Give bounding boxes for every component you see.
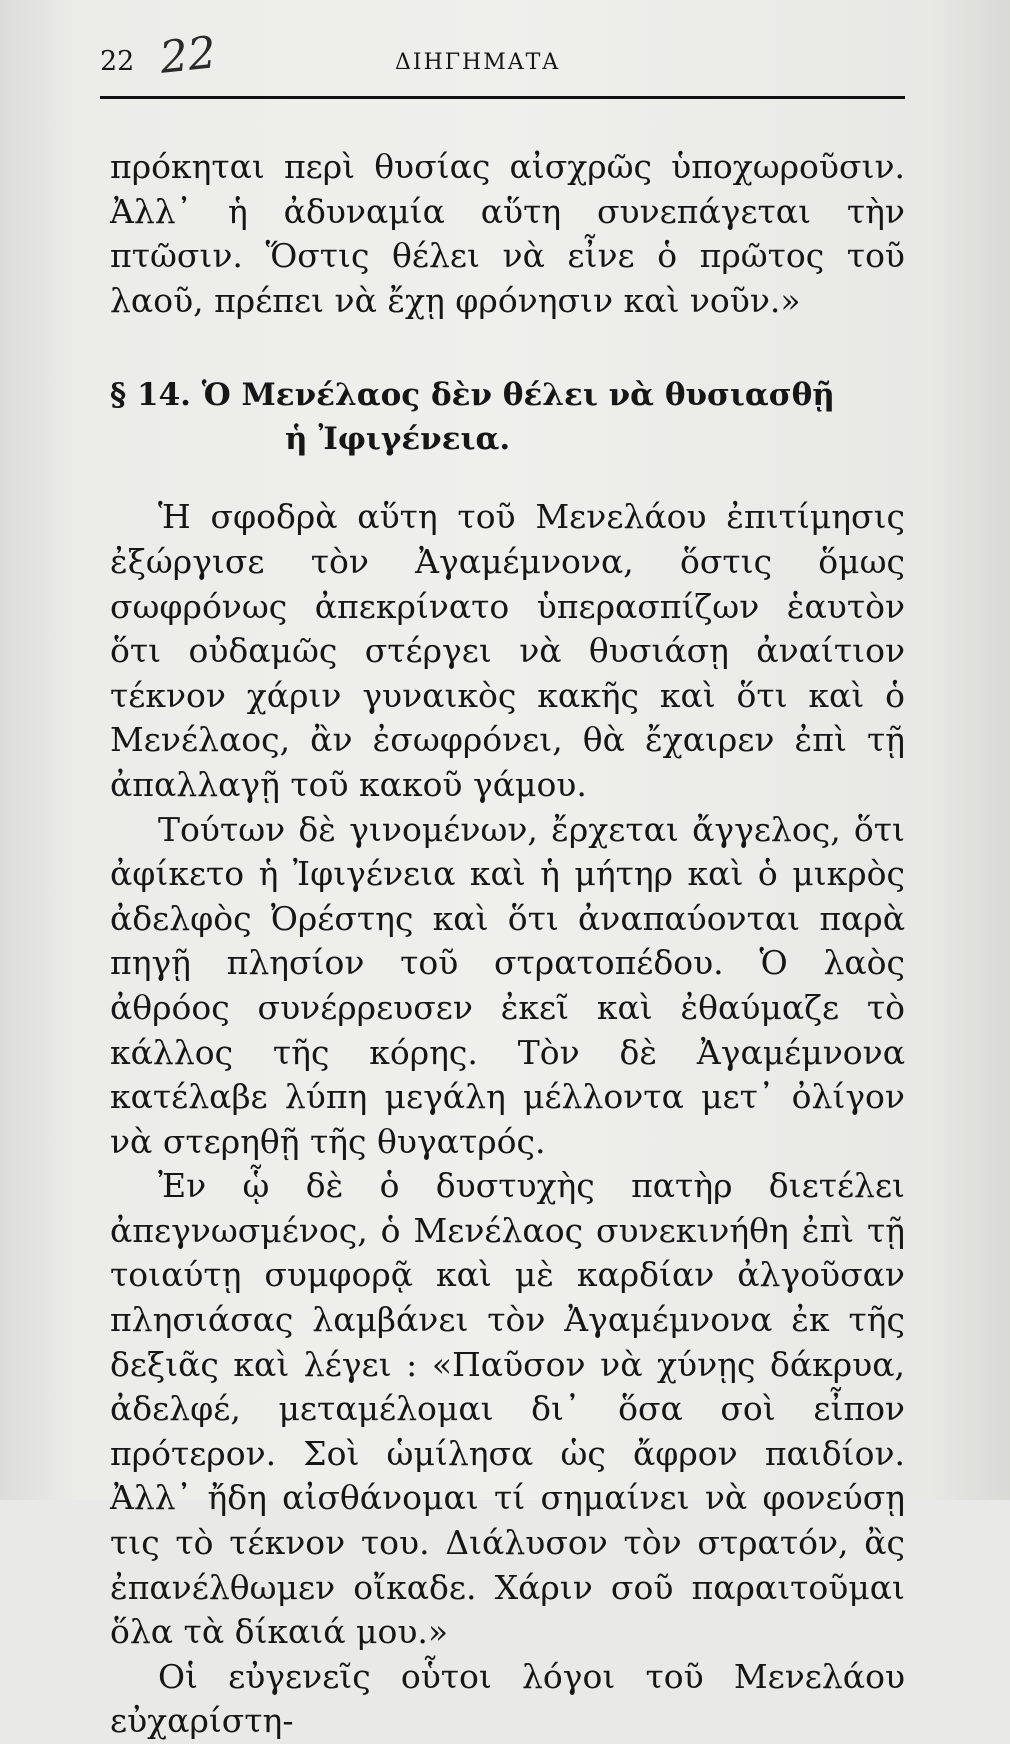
section-heading-line-1: § 14. Ὁ Μενέλαος δὲν θέλει νὰ θυσιασθῇ [110,377,835,414]
handwritten-page-number: 22 [157,27,219,84]
page-body [110,145,905,1744]
page-header [100,28,905,90]
running-title: ΔΙΗΓΗΜΑΤΑ [395,50,561,75]
section-heading [110,373,905,461]
paragraph-5: Οἱ εὐγενεῖς οὗτοι λόγοι τοῦ Μενελάου εὐχαρίστη- [110,1656,905,1741]
paragraph-1: πρόκηται περὶ θυσίας αἰσχρῶς ὑποχωροῦσιν. Ἀλλ᾽ ἡ ἀδυναμία αὕτη συνεπάγεται τὴν πτῶσιν. Ὅστις θέλει νὰ εἶνε ὁ πρῶτος τοῦ λαοῦ, πρέπει νὰ ἔχῃ φρόνησιν καὶ νοῦν.» [110,147,905,320]
paragraph-3: Τούτων δὲ γινομένων, ἔρχεται ἄγγελος, ὅτι ἀφίκετο ἡ Ἰφιγένεια καὶ ἡ μήτηρ καὶ ὁ μικρὸς ἀδελφὸς Ὀρέστης καὶ ὅτι ἀναπαύονται παρὰ πηγῇ πλησίον τοῦ στρατοπέδου. Ὁ λαὸς ἀθρόος συνέρρευσεν ἐκεῖ καὶ ἐθαύμαζε τὸ κάλλος τῆς κόρης. Τὸν δὲ Ἀγαμέμνονα κατέλαβε λύπη μεγάλη μέλλοντα μετ᾽ ὀλίγον νὰ στερηθῇ τῆς θυγατρός. [110,809,905,1161]
page-number: 22 [100,46,135,77]
paragraph-4: Ἐν ᾧ δὲ ὁ δυστυχὴς πατὴρ διετέλει ἀπεγνωσμένος, ὁ Μενέλαος συνεκινήθη ἐπὶ τῇ τοιαύτῃ συμφορᾷ καὶ μὲ καρδίαν ἀλγοῦσαν πλησιάσας λαμβάνει τὸν Ἀγαμέμνονα ἐκ τῆς δεξιᾶς καὶ λέγει : «Παῦσον νὰ χύνῃς δάκρυα, ἀδελφέ, μεταμέλομαι δι᾽ ὅσα σοὶ εἶπον πρότερον. Σοὶ ὡμίλησα ὡς ἄφρον παιδίον. Ἀλλ᾽ ἤδη αἰσθάνομαι τί σημαίνει νὰ φονεύσῃ τις τὸ τέκνον του. Διάλυσον τὸν στρατόν, ἂς ἐπανέλθωμεν οἴκαδε. Χάριν σοῦ παραιτοῦμαι ὅλα τὰ δίκαιά μου.» [110,1166,905,1652]
section-heading-line-2: ἡ Ἰφιγένεια. [285,421,511,458]
header-rule [100,96,905,99]
paragraph-2: Ἡ σφοδρὰ αὕτη τοῦ Μενελάου ἐπιτίμησις ἐξώργισε τὸν Ἀγαμέμνονα, ὅστις ὅμως σωφρόνως ἀπεκρίνατο ὑπερασπίζων ἑαυτὸν ὅτι οὐδαμῶς στέργει νὰ θυσιάσῃ ἀναίτιον τέκνον χάριν γυναικὸς κακῆς καὶ ὅτι καὶ ὁ Μενέλαος, ἂν ἐσωφρόνει, θὰ ἔχαιρεν ἐπὶ τῇ ἀπαλλαγῇ τοῦ κακοῦ γάμου. [110,497,905,804]
